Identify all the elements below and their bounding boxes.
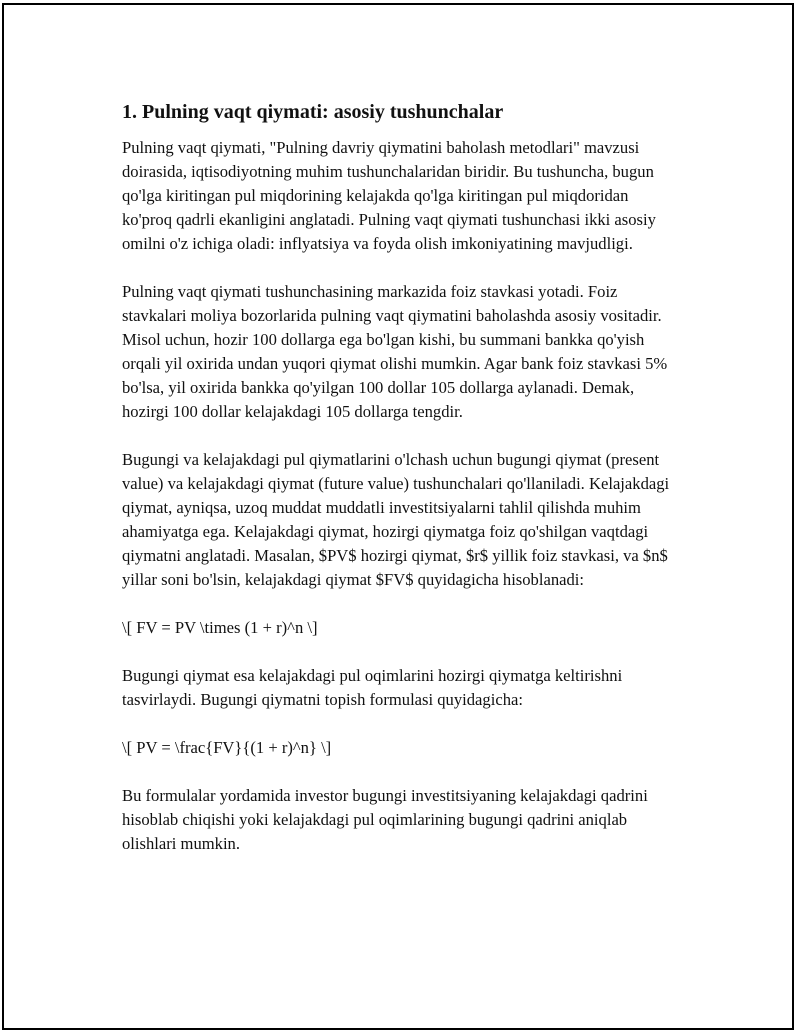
paragraph-present-value: Bugungi qiymat esa kelajakdagi pul oqimlarini hozirgi qiymatga keltirishni tasvirlaydi. Bugungi qiymatni topish formulasi quyidagicha: (122, 666, 623, 709)
paragraph-intro: Pulning vaqt qiymati, "Pulning davriy qiymatini baholash metodlari" mavzusi doirasida, iqtisodiyotning muhim tushunchalaridan biridir. Bu tushuncha, bugun qo'lga kiritingan pul miqdorining kelajakda qo'lga kiritingan pul miqdoridan ko'proq qadrli ekanligini anglatadi. Pulning vaqt qiymati tushunchasi ikki asosiy omilni o'z ichiga oladi: inflyatsiya va foyda olish imkoniyatining mavjudligi. (122, 138, 656, 253)
page-frame (2, 3, 794, 1030)
paragraph-conclusion: Bu formulalar yordamida investor bugungi investitsiyaning kelajakdagi qadrini hisoblab chiqishi yoki kelajakdagi pul oqimlarining bugungi qadrini aniqlab olishlari mumkin. (122, 786, 648, 853)
paragraph-present-future-value: Bugungi va kelajakdagi pul qiymatlarini o'lchash uchun bugungi qiymat (present value) va kelajakdagi qiymat (future value) tushunchalari qo'llaniladi. Kelajakdagi qiymat, ayniqsa, uzoq muddat muddatli investitsiyalarni tahlil qilishda muhim ahamiyatga ega. Kelajakdagi qiymat, hozirgi qiymatga foiz qo'shilgan vaqtdagi qiymatni anglatadi. Masalan, $PV$ hozirgi qiymat, $r$ yillik foiz stavkasi, va $n$ yillar soni bo'lsin, kelajakdagi qiymat $FV$ quyidagicha hisoblanadi: (122, 450, 670, 589)
formula-future-value: \[ FV = PV \times (1 + r)^n \] (122, 618, 318, 637)
document-body (122, 100, 682, 880)
paragraph-interest-rate: Pulning vaqt qiymati tushunchasining markazida foiz stavkasi yotadi. Foiz stavkalari moliya bozorlarida pulning vaqt qiymatini baholashda asosiy vositadir. Misol uchun, hozir 100 dollarga ega bo'lgan kishi, bu summani bankka qo'yish orqali yil oxirida undan yuqori qiymat olishi mumkin. Agar bank foiz stavkasi 5% bo'lsa, yil oxirida bankka qo'yilgan 100 dollar 105 dollarga aylanadi. Demak, hozirgi 100 dollar kelajakdagi 105 dollarga tengdir. (122, 282, 668, 421)
formula-present-value: \[ PV = \frac{FV}{(1 + r)^n} \] (122, 738, 332, 757)
section-heading: 1. Pulning vaqt qiymati: asosiy tushunchalar (122, 101, 504, 123)
